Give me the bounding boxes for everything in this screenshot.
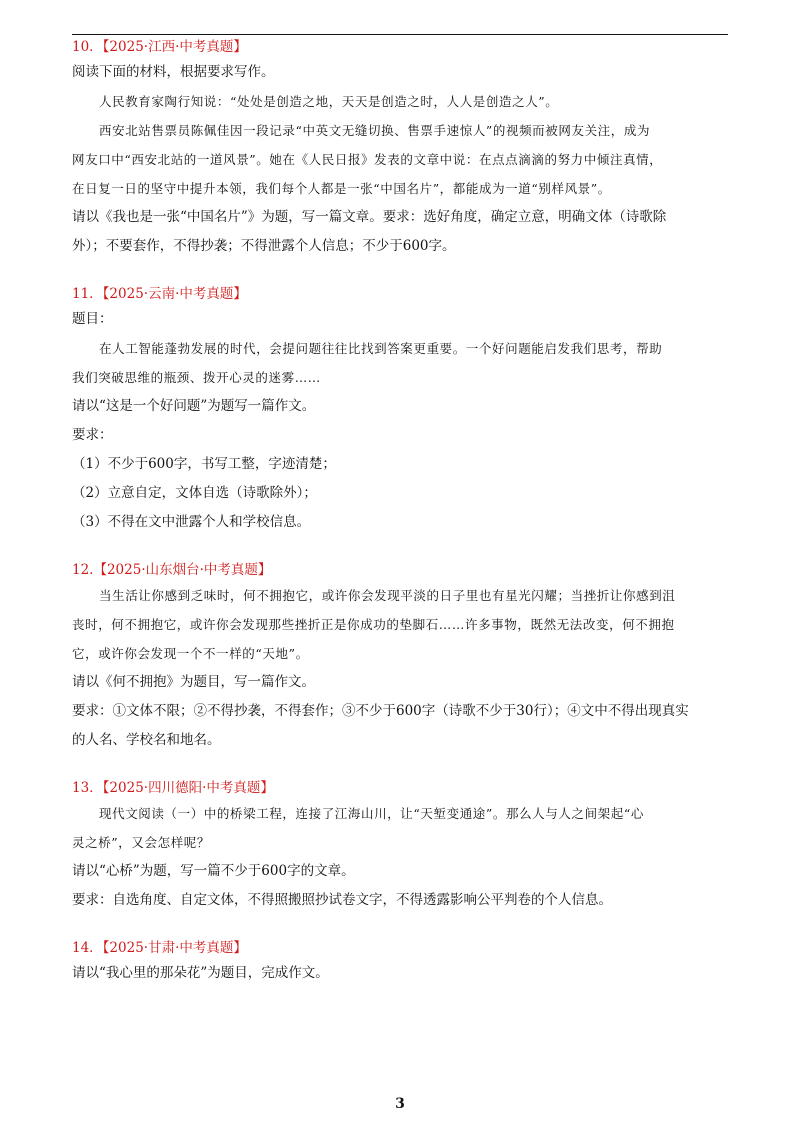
question-text: 请以“我心里的那朵花”为题目，完成作文。 <box>72 965 329 981</box>
question-text: 请以《我也是一张“中国名片”》为题，写一篇文章。要求：选好角度，确定立意，明确文体（诗歌除 <box>72 209 667 225</box>
quote-text: 人民教育家陶行知说：“处处是创造之地，天天是创造之时，人人是创造之人”。 <box>99 94 559 109</box>
question-text: 阅读下面的材料，根据要求写作。 <box>72 64 275 80</box>
question-text: 要求： <box>72 427 113 443</box>
question-10 <box>72 36 728 261</box>
question-14 <box>72 937 728 988</box>
question-text: 的人名、学校名和地名。 <box>72 732 221 748</box>
top-rule <box>72 34 728 35</box>
material-text: 在人工智能蓬勃发展的时代，会提问题往往比找到答案更重要。一个好问题能启发我们思考，帮助 <box>99 341 663 356</box>
question-text: 要求：自选角度、自定文体，不得照搬照抄试卷文字，不得透露影响公平判卷的个人信息。 <box>72 892 612 908</box>
question-header: 14．【2025·甘肃·中考真题】 <box>72 940 247 956</box>
material-text: 灵之桥”，又会怎样呢？ <box>72 835 210 850</box>
material-text: 西安北站售票员陈佩佳因一段记录“中英文无缝切换、售票手速惊人”的视频而被网友关注，成为 <box>99 123 651 138</box>
question-header: 13．【2025·四川德阳·中考真题】 <box>72 780 274 796</box>
material-text: 丧时，何不拥抱它，或许你会发现那些挫折正是你成功的垫脚石……许多事物，既然无法改变，何不拥抱 <box>72 617 675 632</box>
requirement-item: （3）不得在文中泄露个人和学校信息。 <box>72 514 311 530</box>
material-text: 网友口中“西安北站的一道风景”。她在《人民日报》发表的文章中说：在点点滴滴的努力中倾注真情， <box>72 152 663 167</box>
material-text: 我们突破思维的瓶颈、拨开心灵的迷雾…… <box>72 370 321 385</box>
question-text: 请以“心桥”为题，写一篇不少于600字的文章。 <box>72 863 355 879</box>
material-text: 现代文阅读（一）中的桥梁工程，连接了江海山川，让“天堑变通途”。那么人与人之间架起“心 <box>99 806 644 821</box>
material-text: 它，或许你会发现一个不一样的“天地”。 <box>72 646 309 661</box>
material-text: 当生活让你感到乏味时，何不拥抱它，或许你会发现平淡的日子里也有星光闪耀；当挫折让你感到沮 <box>99 588 676 603</box>
question-header: 11．【2025·云南·中考真题】 <box>72 286 247 302</box>
material-text: 在日复一日的坚守中提升本领，我们每个人都是一张“中国名片”，都能成为一道“别样风景”。 <box>72 181 611 196</box>
requirement-item: （2）立意自定，文体自选（诗歌除外）； <box>72 485 317 501</box>
page-content <box>72 36 728 988</box>
question-text: 请以《何不拥抱》为题目，写一篇作文。 <box>72 674 315 690</box>
question-11 <box>72 283 728 537</box>
question-text: 外）；不要套作，不得抄袭；不得泄露个人信息；不少于600字。 <box>72 238 456 254</box>
question-header: 12.【2025·山东烟台·中考真题】 <box>72 562 272 578</box>
question-text: 请以“这是一个好问题”为题写一篇作文。 <box>72 398 316 414</box>
question-13 <box>72 777 728 915</box>
page-number: 3 <box>395 1096 405 1112</box>
question-header: 10．【2025·江西·中考真题】 <box>72 39 247 55</box>
requirement-item: （1）不少于600字，书写工整，字迹清楚； <box>72 456 336 472</box>
question-text: 题目： <box>72 311 113 327</box>
question-text: 要求：①文体不限；②不得抄袭，不得套作；③不少于600字（诗歌不少于30行）；④文中不得出现真实 <box>72 703 689 719</box>
question-12 <box>72 559 728 755</box>
